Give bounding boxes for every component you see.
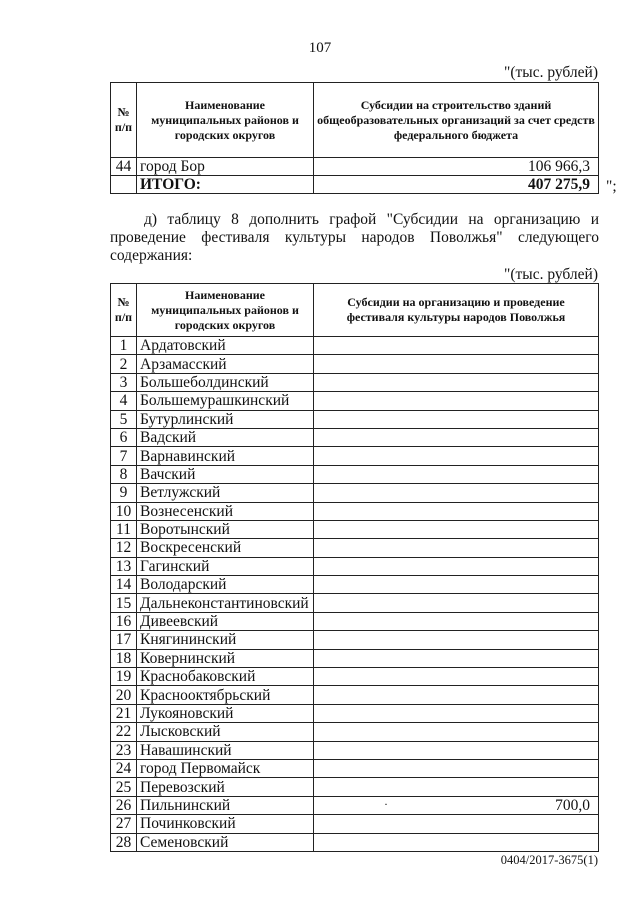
- row-value: [314, 594, 599, 612]
- row-municipality: Лукояновский: [137, 704, 314, 722]
- row-value: [314, 465, 599, 483]
- row-num: 19: [111, 668, 137, 686]
- row-value: [314, 723, 599, 741]
- row-value: [314, 631, 599, 649]
- table-row: [111, 686, 599, 704]
- row-value: [314, 520, 599, 538]
- row-municipality: Варнавинский: [137, 447, 314, 465]
- row-value: [314, 576, 599, 594]
- table-row: [111, 612, 599, 630]
- row-num: 21: [111, 704, 137, 722]
- row-municipality: Ветлужский: [137, 484, 314, 502]
- row-value: [314, 778, 599, 796]
- row-municipality: Краснооктябрьский: [137, 686, 314, 704]
- row-value: [314, 686, 599, 704]
- row-value: [314, 612, 599, 630]
- row-value: [314, 741, 599, 759]
- row-value: 700,0 ·: [314, 796, 599, 814]
- table-row: [111, 668, 599, 686]
- row-num: 25: [111, 778, 137, 796]
- table-row: [111, 594, 599, 612]
- table-row: [111, 539, 599, 557]
- total-label: ИТОГО:: [137, 176, 314, 194]
- table-row: [111, 158, 599, 176]
- table-row: [111, 373, 599, 391]
- row-municipality: Пильнинский: [137, 796, 314, 814]
- table-row: [111, 778, 599, 796]
- table-row: [111, 557, 599, 575]
- table-row: [111, 704, 599, 722]
- table-row: [111, 759, 599, 777]
- row-municipality: Вадский: [137, 428, 314, 446]
- row-num: 9: [111, 484, 137, 502]
- row-num: 12: [111, 539, 137, 557]
- row-num: 24: [111, 759, 137, 777]
- row-value: [314, 355, 599, 373]
- row-num: 20: [111, 686, 137, 704]
- row-value: [314, 373, 599, 391]
- table-header-row: [111, 83, 599, 158]
- row-num: 27: [111, 815, 137, 833]
- row-municipality: Семеновский: [137, 833, 314, 851]
- row-value: [314, 759, 599, 777]
- row-num: 28: [111, 833, 137, 851]
- row-municipality: Дальнеконстантиновский: [137, 594, 314, 612]
- total-value: 407 275,9: [314, 176, 599, 194]
- row-value: [314, 410, 599, 428]
- closing-quote-mark: ";: [606, 178, 617, 195]
- table-row: [111, 484, 599, 502]
- table-row: [111, 355, 599, 373]
- row-municipality: Бутурлинский: [137, 410, 314, 428]
- table-row: [111, 815, 599, 833]
- table-row: [111, 649, 599, 667]
- table-row: [111, 631, 599, 649]
- row-num: 22: [111, 723, 137, 741]
- row-num: 6: [111, 428, 137, 446]
- row-municipality: Краснобаковский: [137, 668, 314, 686]
- row-num: 3: [111, 373, 137, 391]
- table2-unit-label: "(тыс. рублей): [504, 266, 598, 283]
- row-municipality: Гагинский: [137, 557, 314, 575]
- table-row: [111, 741, 599, 759]
- row-value: [314, 704, 599, 722]
- row-num: [111, 176, 137, 194]
- table1-unit-label: "(тыс. рублей): [504, 64, 598, 81]
- table-row: [111, 520, 599, 538]
- row-num: 26: [111, 796, 137, 814]
- row-num: 13: [111, 557, 137, 575]
- row-num: 23: [111, 741, 137, 759]
- row-num: 18: [111, 649, 137, 667]
- row-municipality: Перевозский: [137, 778, 314, 796]
- table-header-row: [111, 284, 599, 337]
- table-row: [111, 502, 599, 520]
- row-num: 2: [111, 355, 137, 373]
- row-num: 8: [111, 465, 137, 483]
- row-num: 5: [111, 410, 137, 428]
- header-subsidy: Субсидии на строительство зданий общеобразовательных организаций за счет средств федерального бюджета: [314, 83, 599, 158]
- table-row: [111, 723, 599, 741]
- row-num: 15: [111, 594, 137, 612]
- row-municipality: Воскресенский: [137, 539, 314, 557]
- row-municipality: Вачский: [137, 465, 314, 483]
- row-num: 14: [111, 576, 137, 594]
- row-municipality: Дивеевский: [137, 612, 314, 630]
- row-municipality: город Бор: [137, 158, 314, 176]
- row-value: [314, 337, 599, 355]
- row-municipality: Воротынский: [137, 520, 314, 538]
- page-number: 107: [308, 40, 332, 56]
- table-row: [111, 428, 599, 446]
- header-num: № п/п: [111, 83, 137, 158]
- row-municipality: Княгининский: [137, 631, 314, 649]
- row-num: 10: [111, 502, 137, 520]
- row-municipality: Большеболдинский: [137, 373, 314, 391]
- row-value: [314, 428, 599, 446]
- row-municipality: Лысковский: [137, 723, 314, 741]
- row-municipality: Починковский: [137, 815, 314, 833]
- row-num: 17: [111, 631, 137, 649]
- row-value: [314, 833, 599, 851]
- row-value: [314, 447, 599, 465]
- row-value: [314, 815, 599, 833]
- table-row: [111, 447, 599, 465]
- row-municipality: Володарский: [137, 576, 314, 594]
- row-value: [314, 557, 599, 575]
- festival-subsidy-table: [110, 283, 599, 852]
- row-municipality: Большемурашкинский: [137, 392, 314, 410]
- row-value: [314, 502, 599, 520]
- row-municipality: Вознесенский: [137, 502, 314, 520]
- table-row: [111, 796, 599, 814]
- table-row: [111, 576, 599, 594]
- header-subsidy: Субсидии на организацию и проведение фестиваля культуры народов Поволжья: [314, 284, 599, 337]
- row-value: [314, 668, 599, 686]
- row-num: 4: [111, 392, 137, 410]
- header-municipality: Наименование муниципальных районов и городских округов: [137, 83, 314, 158]
- table-row: [111, 833, 599, 851]
- row-value: [314, 392, 599, 410]
- row-municipality: город Первомайск: [137, 759, 314, 777]
- row-value: [314, 539, 599, 557]
- row-municipality: Ардатовский: [137, 337, 314, 355]
- header-num: № п/п: [111, 284, 137, 337]
- total-row: [111, 176, 599, 194]
- row-num: 7: [111, 447, 137, 465]
- row-value: [314, 649, 599, 667]
- document-code: 0404/2017-3675(1): [500, 853, 598, 867]
- row-num: 44: [111, 158, 137, 176]
- row-value: [314, 484, 599, 502]
- row-num: 1: [111, 337, 137, 355]
- table-row: [111, 337, 599, 355]
- row-municipality: Навашинский: [137, 741, 314, 759]
- table-row: [111, 465, 599, 483]
- row-num: 11: [111, 520, 137, 538]
- table-row: [111, 392, 599, 410]
- row-municipality: Арзамасский: [137, 355, 314, 373]
- construction-subsidy-table: [110, 82, 599, 194]
- row-value: 106 966,3: [314, 158, 599, 176]
- header-municipality: Наименование муниципальных районов и городских округов: [137, 284, 314, 337]
- row-num: 16: [111, 612, 137, 630]
- amendment-paragraph: д) таблицу 8 дополнить графой "Субсидии на организацию и проведение фестиваля культуры народов Поволжья" следующего содержания:: [110, 211, 599, 264]
- row-municipality: Ковернинский: [137, 649, 314, 667]
- scan-dot-mark: ·: [384, 796, 388, 811]
- table-row: [111, 410, 599, 428]
